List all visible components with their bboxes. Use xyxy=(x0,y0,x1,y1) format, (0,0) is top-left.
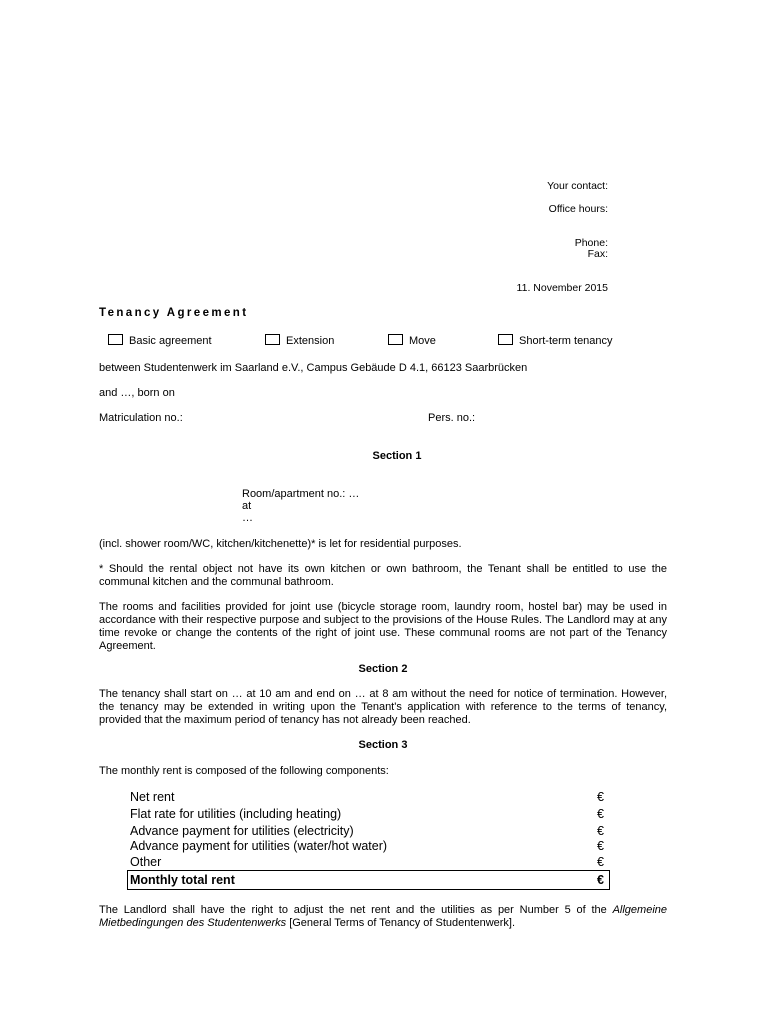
adjust-text-end: [General Terms of Tenancy of Studentenwerk]. xyxy=(286,917,516,929)
currency-symbol: € xyxy=(597,873,604,887)
rent-row-other xyxy=(130,854,608,870)
rent-label: Other xyxy=(130,855,162,869)
currency-symbol: € xyxy=(597,824,604,838)
option-label: Basic agreement xyxy=(129,335,212,347)
option-extension[interactable] xyxy=(265,334,334,347)
fax-label: Fax: xyxy=(587,248,608,260)
rent-row-total xyxy=(130,872,608,888)
adjust-italic-text: Allgemeine Mietbedingungen des Studentenwerks xyxy=(99,904,667,929)
your-contact-label: Your contact: xyxy=(547,180,608,192)
checkbox-icon[interactable] xyxy=(265,334,280,345)
rent-row-net xyxy=(130,789,608,805)
pers-no-label: Pers. no.: xyxy=(428,412,476,424)
rent-row-electricity xyxy=(130,823,608,839)
rent-row-flat-rate xyxy=(130,806,608,822)
at-line: at xyxy=(242,500,252,512)
parties-between: between Studentenwerk im Saarland e.V., Campus Gebäude D 4.1, 66123 Saarbrücken xyxy=(99,362,528,374)
option-label: Extension xyxy=(286,335,335,347)
joint-use-paragraph: The rooms and facilities provided for joint use (bicycle storage room, laundry room, hostel bar) may be used in accordance with their respective purpose and subject to the provisions of the House Rules. The Landlord may at any time revoke or change the contents of the right of joint use. These communal rooms are not part of the Tenancy Agreement. xyxy=(99,601,667,652)
ellipsis-line: … xyxy=(242,512,253,524)
total-label: Monthly total rent xyxy=(130,873,235,887)
rent-intro: The monthly rent is composed of the following components: xyxy=(99,765,389,777)
rent-label: Advance payment for utilities (water/hot water) xyxy=(130,839,388,853)
adjust-text: The Landlord shall have the right to adjust the net rent and the utilities as per Number 5 of the xyxy=(99,904,613,916)
section-1-heading: Section 1 xyxy=(372,450,422,462)
section-3-heading: Section 3 xyxy=(358,739,408,751)
rent-adjustment-paragraph xyxy=(99,904,667,930)
option-short-term[interactable] xyxy=(498,334,613,347)
incl-text: (incl. shower room/WC, kitchen/kitchenette)* is let for residential purposes. xyxy=(99,538,462,550)
matriculation-label: Matriculation no.: xyxy=(99,412,183,424)
kitchen-note: * Should the rental object not have its own kitchen or own bathroom, the Tenant shall be entitled to use the communal kitchen and the communal bathroom. xyxy=(99,563,667,588)
rent-label: Flat rate for utilities (including heating) xyxy=(130,807,342,821)
tenancy-period-paragraph: The tenancy shall start on … at 10 am and end on … at 8 am without the need for notice of termination. However, the tenancy may be extended in writing upon the Tenant's application with reference to the terms of tenancy, provided that the maximum period of tenancy has not already been reached. xyxy=(99,688,667,726)
currency-symbol: € xyxy=(597,790,604,804)
document-title: Tenancy Agreement xyxy=(99,307,249,319)
option-label: Move xyxy=(409,335,436,347)
currency-symbol: € xyxy=(597,807,604,821)
checkbox-icon[interactable] xyxy=(388,334,403,345)
rent-label: Advance payment for utilities (electricity) xyxy=(130,824,354,838)
rent-label: Net rent xyxy=(130,790,175,804)
rent-row-water xyxy=(130,838,608,854)
section-2-heading: Section 2 xyxy=(358,663,408,675)
office-hours-label: Office hours: xyxy=(548,203,608,215)
option-label: Short-term tenancy xyxy=(519,335,613,347)
option-basic-agreement[interactable] xyxy=(108,334,212,347)
option-move[interactable] xyxy=(388,334,436,347)
room-line: Room/apartment no.: … xyxy=(242,488,360,500)
checkbox-icon[interactable] xyxy=(108,334,123,345)
document-date: 11. November 2015 xyxy=(516,282,608,294)
parties-and: and …, born on xyxy=(99,387,175,399)
currency-symbol: € xyxy=(597,855,604,869)
currency-symbol: € xyxy=(597,839,604,853)
phone-label: Phone: xyxy=(574,237,608,249)
checkbox-icon[interactable] xyxy=(498,334,513,345)
